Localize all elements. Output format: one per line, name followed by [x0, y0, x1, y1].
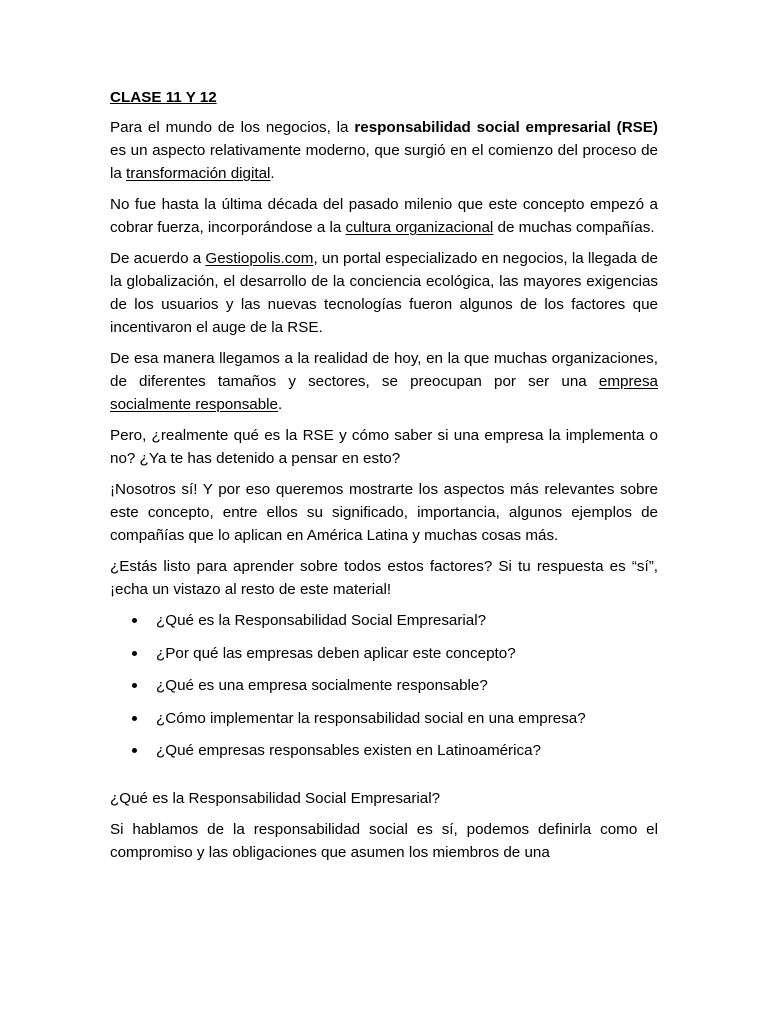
link-empresa-socialmente-responsable[interactable]: empresa socialmente responsable [110, 373, 658, 413]
text: De acuerdo a [110, 250, 206, 267]
paragraph-intro [110, 116, 658, 185]
list-item [110, 739, 658, 762]
paragraph-question: Pero, ¿realmente qué es la RSE y cómo saber si una empresa la implementa o no? ¿Ya te has detenido a pensar en esto? [110, 427, 658, 467]
text: de muchas compañías. [493, 219, 655, 236]
bullet-icon [132, 683, 137, 688]
list-item [110, 707, 658, 730]
text: No fue hasta la última década del pasado milenio que este concepto empezó a cobrar fuerza, incorporándose a la [110, 196, 658, 236]
bold-term-rse: responsabilidad social empresarial (RSE) [354, 119, 658, 136]
text: . [270, 165, 275, 182]
paragraph-today [110, 347, 658, 416]
list-item-text: ¿Qué es la Responsabilidad Social Empresarial? [156, 612, 487, 629]
link-cultura-organizacional[interactable]: cultura organizacional [345, 219, 494, 236]
list-item-text: ¿Qué empresas responsables existen en Latinoamérica? [156, 742, 541, 759]
list-item [110, 609, 658, 632]
list-item-text: ¿Por qué las empresas deben aplicar este concepto? [156, 644, 516, 662]
text: De esa manera llegamos a la realidad de hoy, en la que muchas organizaciones, de diferentes tamaños y sectores, se preocupan por ser una [110, 350, 658, 390]
page-title: CLASE 11 Y 12 [110, 89, 217, 106]
paragraph-definition: Si hablamos de la responsabilidad social es sí, podemos definirla como el compromiso y las obligaciones que asumen los miembros de una [110, 821, 658, 861]
topics-list [110, 609, 658, 762]
list-item [110, 642, 658, 665]
paragraph-invite: ¿Estás listo para aprender sobre todos estos factores? Si tu respuesta es “sí”, ¡echa un vistazo al resto de este material! [110, 558, 658, 598]
text: . [278, 396, 283, 413]
link-transformacion-digital[interactable]: transformación digital [126, 165, 271, 182]
document-body [110, 86, 658, 872]
text: Para el mundo de los negocios, la [110, 119, 355, 136]
text: , un portal especializado en negocios, la llegada de la globalización, el desarrollo de la conciencia ecológica, las mayores exigencias de los usuarios y las nuevas tecnologías fueron algunos de los factores que incentivaron el auge de la RSE. [110, 250, 658, 336]
bullet-icon [132, 716, 137, 721]
bullet-icon [132, 651, 137, 656]
paragraph-gestiopolis [110, 247, 658, 339]
paragraph-history [110, 193, 658, 239]
text: es un aspecto relativamente moderno, que surgió en el comienzo del proceso de la [110, 142, 658, 182]
bullet-icon [132, 748, 137, 753]
list-item-text: ¿Cómo implementar la responsabilidad social en una empresa? [156, 709, 586, 727]
paragraph-nosotros: ¡Nosotros sí! Y por eso queremos mostrarte los aspectos más relevantes sobre este concepto, entre ellos su significado, importancia, algunos ejemplos de compañías que lo aplican en América Latina y muchas cosas más. [110, 481, 658, 544]
list-item-text: ¿Qué es una empresa socialmente responsable? [156, 677, 488, 694]
section-heading: ¿Qué es la Responsabilidad Social Empresarial? [110, 790, 441, 807]
list-item [110, 674, 658, 697]
link-gestiopolis[interactable]: Gestiopolis.com [205, 250, 314, 267]
bullet-icon [132, 618, 137, 623]
